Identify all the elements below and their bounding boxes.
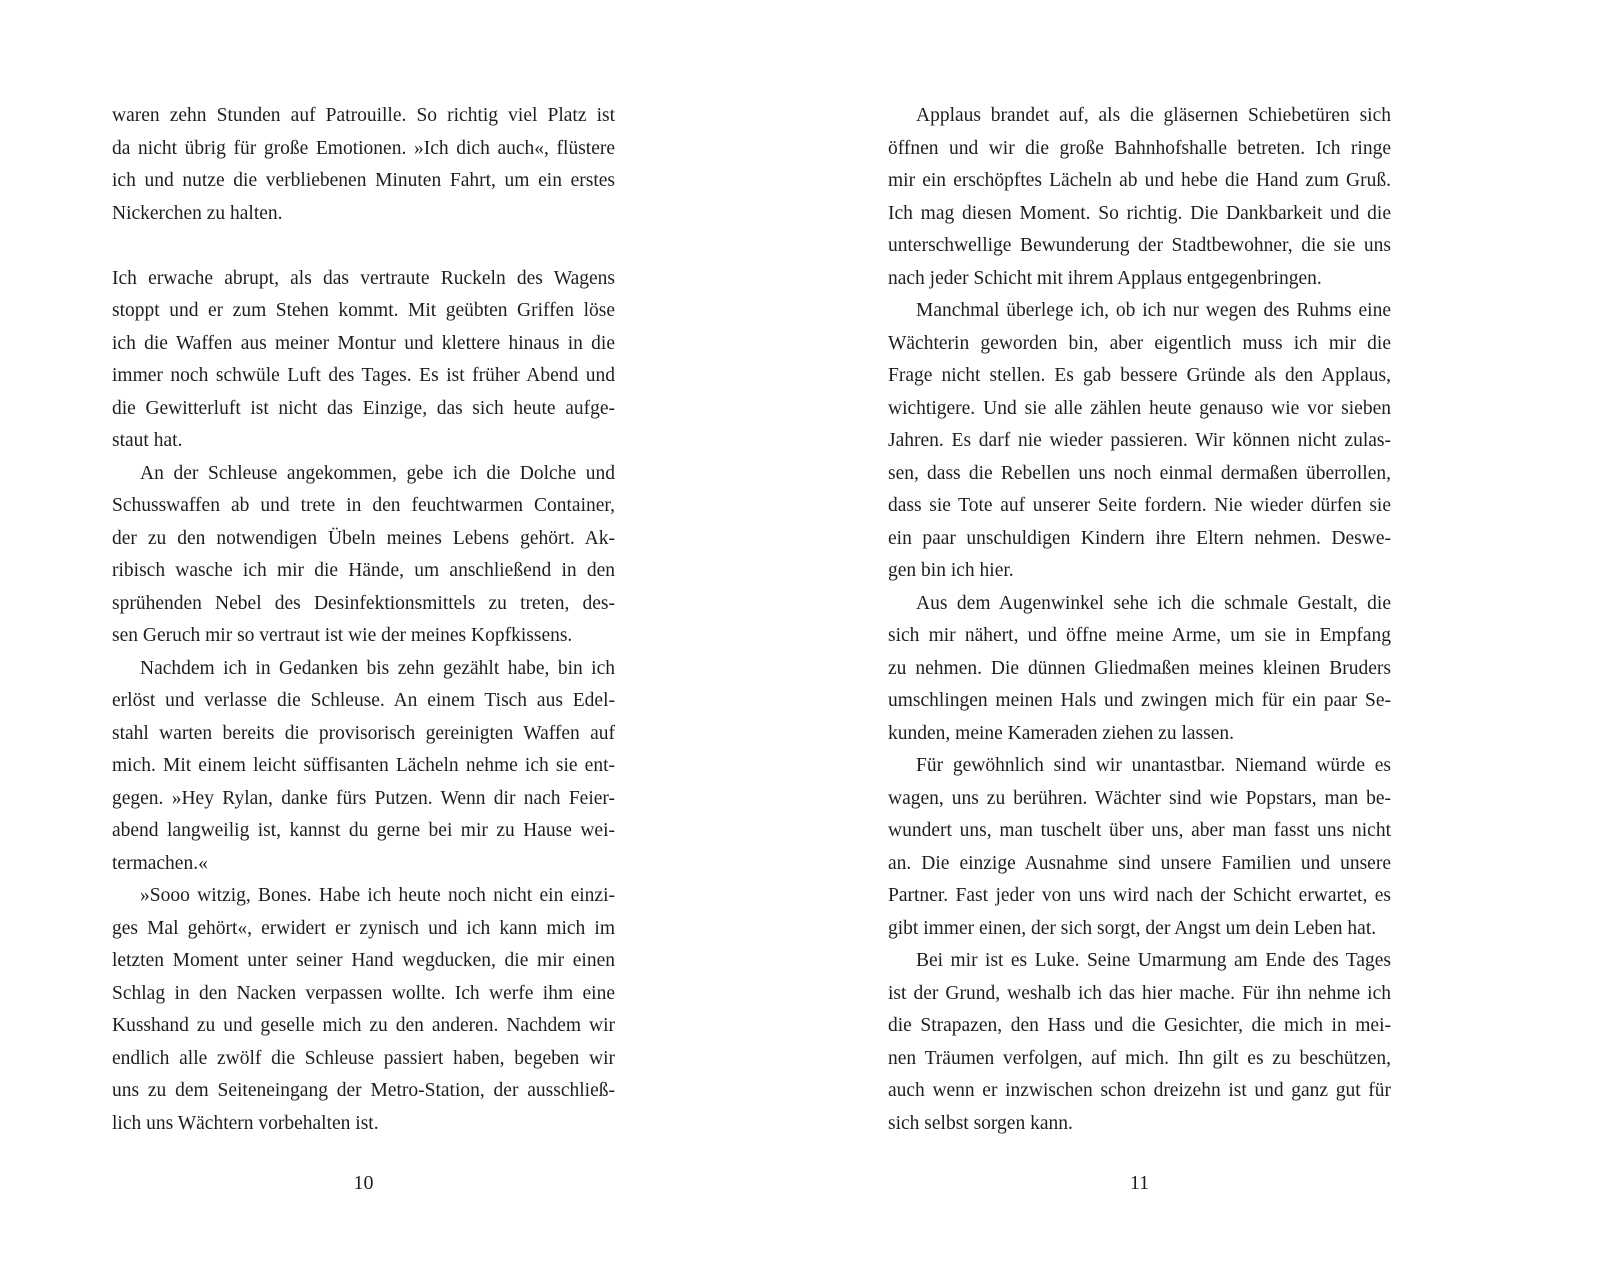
text-line: nach jeder Schicht mit ihrem Applaus entgegenbringen.: [888, 267, 1322, 289]
text-line: da nicht übrig für große Emotionen. »Ich dich auch«, flüstere: [112, 137, 615, 159]
text-line: auch wenn er inzwischen schon dreizehn ist und ganz gut für: [888, 1080, 1391, 1101]
text-line: An der Schleuse angekommen, gebe ich die Dolche und: [140, 462, 615, 484]
text-line: Nickerchen zu halten.: [112, 202, 283, 224]
text-line: sich selbst sorgen kann.: [888, 1112, 1073, 1134]
text-line: erlöst und verlasse die Schleuse. An einem Tisch aus Edel-: [112, 690, 615, 711]
text-line: umschlingen meinen Hals und zwingen mich für ein paar Se-: [888, 690, 1391, 711]
text-line: Schusswaffen ab und trete in den feuchtwarmen Container,: [112, 495, 615, 516]
page-number-right: 11: [1129, 1172, 1150, 1194]
text-line: mir ein erschöpftes Lächeln ab und hebe die Hand zum Gruß.: [888, 170, 1391, 191]
text-line: Wächterin geworden bin, aber eigentlich muss ich mir die: [888, 332, 1391, 354]
text-line: Nachdem ich in Gedanken bis zehn gezählt habe, bin ich: [140, 657, 615, 679]
text-line: ist der Grund, weshalb ich das hier mache. Für ihn nehme ich: [888, 982, 1391, 1004]
text-line: Für gewöhnlich sind wir unantastbar. Niemand würde es: [916, 755, 1391, 776]
text-column-right: [888, 100, 1391, 1140]
text-line: der zu den notwendigen Übeln meines Lebens gehört. Ak-: [112, 527, 615, 549]
text-line: gibt immer einen, der sich sorgt, der Angst um dein Leben hat.: [888, 917, 1377, 939]
text-line: Ich erwache abrupt, als das vertraute Ruckeln des Wagens: [112, 267, 615, 289]
text-line: Manchmal überlege ich, ob ich nur wegen des Ruhms eine: [916, 300, 1391, 321]
text-line: staut hat.: [112, 430, 183, 451]
text-line: Schlag in den Nacken verpassen wollte. Ich werfe ihm eine: [112, 982, 615, 1004]
text-line: Aus dem Augenwinkel sehe ich die schmale Gestalt, die: [916, 592, 1391, 614]
text-line: letzten Moment unter seiner Hand wegducken, die mir einen: [112, 950, 615, 971]
text-line: zu nehmen. Die dünnen Gliedmaßen meines kleinen Bruders: [888, 657, 1391, 679]
text-line: kunden, meine Kameraden ziehen zu lassen.: [888, 722, 1234, 744]
text-line: Partner. Fast jeder von uns wird nach der Schicht erwartet, es: [888, 885, 1391, 906]
text-line: lich uns Wächtern vorbehalten ist.: [112, 1112, 379, 1134]
text-line: »Sooo witzig, Bones. Habe ich heute noch nicht ein einzi-: [140, 885, 615, 906]
text-line: immer noch schwüle Luft des Tages. Es ist früher Abend und: [112, 365, 615, 386]
text-line: stahl warten bereits die provisorisch gereinigten Waffen auf: [112, 722, 615, 744]
book-page-left: [112, 0, 615, 1274]
text-line: ich und nutze die verbliebenen Minuten Fahrt, um ein erstes: [112, 170, 615, 191]
text-line: endlich alle zwölf die Schleuse passiert haben, begeben wir: [112, 1047, 615, 1069]
text-line: gegen. »Hey Rylan, danke fürs Putzen. Wenn dir nach Feier-: [112, 787, 615, 809]
text-line: wichtigere. Und sie alle zählen heute genauso wie vor sieben: [888, 397, 1391, 419]
text-line: waren zehn Stunden auf Patrouille. So richtig viel Platz ist: [112, 105, 615, 126]
text-line: sen, dass die Rebellen uns noch einmal dermaßen überrollen,: [888, 462, 1391, 484]
scene-break-spacer: [112, 230, 615, 263]
text-line: sen Geruch mir so vertraut ist wie der meines Kopfkissens.: [112, 625, 573, 646]
text-line: Jahren. Es darf nie wieder passieren. Wir können nicht zulas-: [888, 430, 1391, 451]
text-line: gen bin ich hier.: [888, 560, 1014, 581]
text-line: ges Mal gehört«, erwidert er zynisch und ich kann mich im: [112, 917, 615, 939]
text-line: wagen, uns zu berühren. Wächter sind wie Popstars, man be-: [888, 787, 1391, 809]
text-line: stoppt und er zum Stehen kommt. Mit geübten Griffen löse: [112, 300, 615, 321]
text-line: ein paar unschuldigen Kindern ihre Eltern nehmen. Deswe-: [888, 527, 1391, 549]
text-line: mich. Mit einem leicht süffisanten Lächeln nehme ich sie ent-: [112, 755, 615, 776]
text-line: unterschwellige Bewunderung der Stadtbewohner, die sie uns: [888, 235, 1391, 256]
text-line: ribisch wasche ich mir die Hände, um anschließend in den: [112, 560, 615, 581]
text-line: die Strapazen, den Hass und die Gesichter, die mich in mei-: [888, 1015, 1391, 1036]
text-line: Applaus brandet auf, als die gläsernen Schiebetüren sich: [916, 105, 1391, 126]
text-line: dass sie Tote auf unserer Seite fordern. Nie wieder dürfen sie: [888, 495, 1391, 516]
text-line: sprühenden Nebel des Desinfektionsmittels zu treten, des-: [112, 592, 615, 614]
text-line: nen Träumen verfolgen, auf mich. Ihn gilt es zu beschützen,: [888, 1047, 1391, 1069]
text-line: Kusshand zu und geselle mich zu den anderen. Nachdem wir: [112, 1015, 615, 1036]
text-column-left: [112, 100, 615, 1140]
text-line: Bei mir ist es Luke. Seine Umarmung am Ende des Tages: [916, 950, 1391, 971]
text-line: öffnen und wir die große Bahnhofshalle betreten. Ich ringe: [888, 137, 1391, 159]
text-line: sich mir nähert, und öffne meine Arme, um sie in Empfang: [888, 625, 1391, 646]
page-number-left: 10: [353, 1172, 374, 1194]
text-line: uns zu dem Seiteneingang der Metro-Station, der ausschließ-: [112, 1080, 615, 1101]
text-line: an. Die einzige Ausnahme sind unsere Familien und unsere: [888, 852, 1391, 874]
text-line: ich die Waffen aus meiner Montur und klettere hinaus in die: [112, 332, 615, 354]
book-page-right: [888, 0, 1391, 1274]
text-line: die Gewitterluft ist nicht das Einzige, das sich heute aufge-: [112, 397, 615, 419]
text-line: abend langweilig ist, kannst du gerne bei mir zu Hause wei-: [112, 820, 615, 841]
text-line: Frage nicht stellen. Es gab bessere Gründe als den Applaus,: [888, 365, 1391, 386]
text-line: Ich mag diesen Moment. So richtig. Die Dankbarkeit und die: [888, 202, 1391, 224]
text-line: termachen.«: [112, 852, 208, 874]
text-line: wundert uns, man tuschelt über uns, aber man fasst uns nicht: [888, 820, 1391, 841]
